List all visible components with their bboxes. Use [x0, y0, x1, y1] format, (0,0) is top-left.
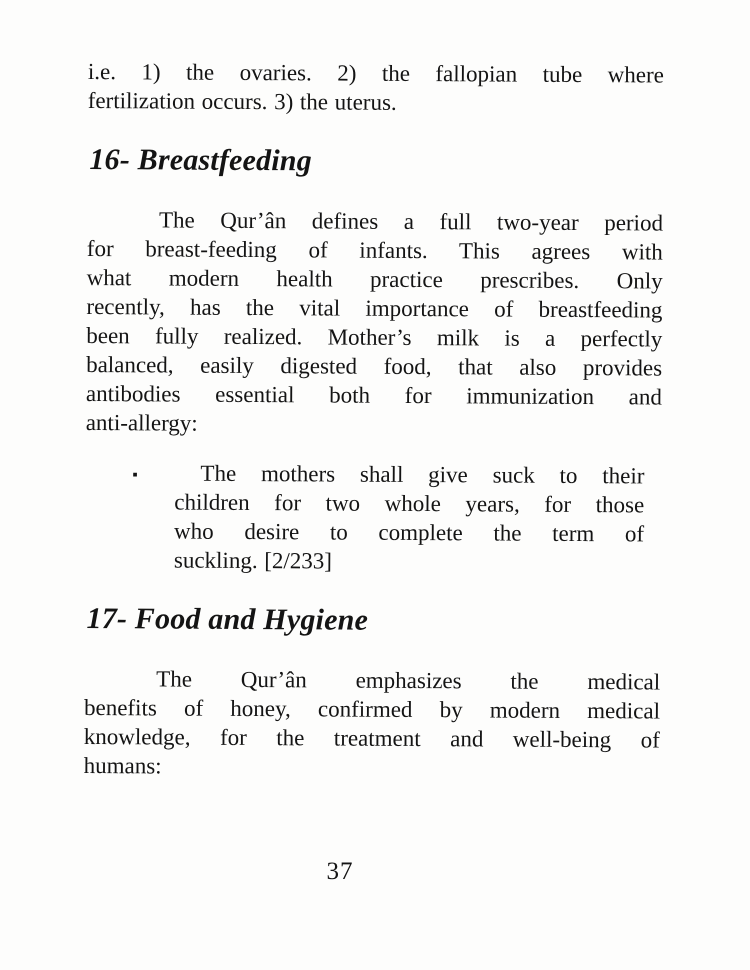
text-line: who desire to complete the term of	[174, 518, 645, 547]
text-line: for breast-feeding of infants. This agrees with	[86, 235, 663, 265]
text-line: what modern health practice prescribes. Only	[86, 264, 663, 294]
section-16-heading: 16- Breastfeeding	[89, 143, 313, 178]
section-17-heading: 17- Food and Hygiene	[86, 602, 369, 637]
text-line: fertilization occurs. 3) the uterus.	[87, 87, 397, 115]
text-line: benefits of honey, confirmed by modern medical	[83, 694, 661, 724]
text-line: humans:	[83, 752, 162, 779]
section-16-paragraph	[86, 205, 663, 441]
intro-paragraph	[88, 57, 664, 119]
section-17-paragraph	[84, 664, 661, 784]
verse-quote	[132, 459, 645, 578]
text-line: anti-allergy:	[85, 409, 198, 436]
text-line: antibodies essential both for immunization and	[85, 380, 663, 410]
text-line: suckling. [2/233]	[173, 547, 333, 574]
text-line: i.e. 1) the ovaries. 2) the fallopian tube where	[87, 58, 664, 88]
text-line: been fully realized. Mother’s milk is a perfectly	[86, 322, 663, 352]
text-line: The Qur’ân emphasizes the medical	[156, 666, 661, 695]
text-column	[84, 57, 664, 784]
text-line: recently, has the vital importance of breastfeeding	[86, 293, 663, 323]
verse-quote-lines	[174, 459, 645, 578]
page-number: 37	[326, 858, 354, 885]
text-line: children for two whole years, for those	[174, 489, 645, 518]
text-line: balanced, easily digested food, that also provides	[86, 351, 663, 381]
text-line: knowledge, for the treatment and well-being of	[83, 723, 660, 753]
text-line: The Qur’ân defines a full two-year period	[158, 207, 664, 236]
square-bullet-icon: ▪	[132, 467, 138, 484]
text-line: The mothers shall give suck to their	[200, 460, 645, 489]
